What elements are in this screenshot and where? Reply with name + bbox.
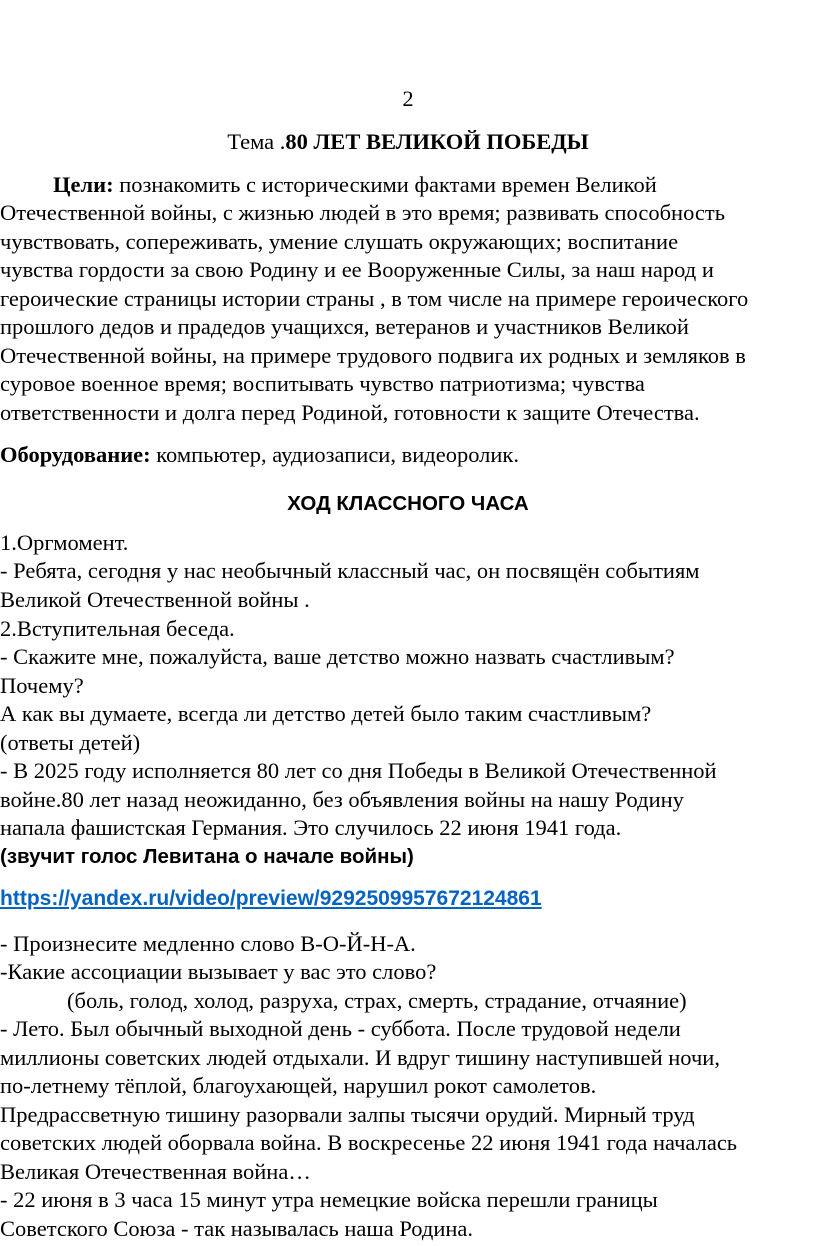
body-line: Почему?: [0, 673, 84, 698]
title-prefix: Тема .: [227, 129, 286, 154]
body-line: Великой Отечественной войны .: [0, 587, 310, 612]
goals-line: ответственности и долга перед Родиной, готовности к защите Отечества.: [0, 400, 700, 425]
goals-line: героические страницы истории страны , в том числе на примере героического: [0, 286, 749, 311]
goals-text: познакомить с историческими фактами времен Великой: [113, 172, 657, 197]
goals-line: прошлого дедов и прадедов учащихся, ветеранов и участников Великой: [0, 314, 689, 339]
video-link[interactable]: https://yandex.ru/video/preview/9292509957672124861: [0, 887, 542, 910]
section-heading: ХОД КЛАССНОГО ЧАСА: [287, 492, 529, 515]
body-line: Великая Отечественная война…: [0, 1159, 311, 1184]
body-line: напала фашистская Германия. Это случилось 22 июня 1941 года.: [0, 815, 622, 840]
body-line: -Какие ассоциации вызывает у вас это слово?: [0, 959, 437, 984]
goals-line: чувствовать, сопереживать, умение слушать окружающих; воспитание: [0, 229, 679, 254]
body-line: - 22 июня в 3 часа 15 минут утра немецкие войска перешли границы: [0, 1187, 658, 1212]
body-line: (ответы детей): [0, 730, 141, 755]
body-line: по-летнему тёплой, благоухающей, нарушил рокот самолетов.: [0, 1073, 597, 1098]
goals-line: Отечественной войны, с жизнью людей в это время; развивать способность: [0, 200, 725, 225]
body-line: 1.Оргмомент.: [0, 530, 129, 555]
body-line: Предрассветную тишину разорвали залпы тысячи орудий. Мирный труд: [0, 1102, 695, 1127]
body-line: - Ребята, сегодня у нас необычный классный час, он посвящён событиям: [0, 558, 700, 583]
associations-line: (боль, голод, холод, разруха, страх, смерть, страдание, отчаяние): [67, 988, 687, 1013]
body-line: - Скажите мне, пожалуйста, ваше детство можно назвать счастливым?: [0, 644, 675, 669]
body-line: - Произнесите медленно слово В-О-Й-Н-А.: [0, 931, 416, 956]
goals-label: Цели:: [53, 172, 114, 197]
body-line: Советского Союза - так называлась наша Родина.: [0, 1216, 474, 1241]
goals-line: [0, 171, 816, 199]
body-line: - Лето. Был обычный выходной день - суббота. После трудовой недели: [0, 1016, 681, 1041]
page-number: 2: [402, 86, 414, 111]
body-line: А как вы думаете, всегда ли детство детей было таким счастливым?: [0, 701, 652, 726]
equipment-text: компьютер, аудиозаписи, видеоролик.: [150, 442, 519, 467]
goals-line: чувства гордости за свою Родину и ее Вооруженные Силы, за наш народ и: [0, 257, 714, 282]
body-line: войне.80 лет назад неожиданно, без объявления войны на нашу Родину: [0, 787, 684, 812]
equipment-line: [0, 441, 816, 469]
goals-line: суровое военное время; воспитывать чувство патриотизма; чувства: [0, 371, 645, 396]
body-line: советских людей оборвала война. В воскресенье 22 июня 1941 года началась: [0, 1130, 738, 1155]
body-line: - В 2025 году исполняется 80 лет со дня Победы в Великой Отечественной: [0, 758, 717, 783]
audio-note: (звучит голос Левитана о начале войны): [0, 845, 414, 868]
title-main: 80 ЛЕТ ВЕЛИКОЙ ПОБЕДЫ: [285, 129, 589, 154]
equipment-label: Оборудование:: [0, 442, 151, 467]
goals-line: Отечественной войны, на примере трудового подвига их родных и земляков в: [0, 343, 746, 368]
video-link-line: [0, 884, 816, 913]
body-line: 2.Вступительная беседа.: [0, 616, 235, 641]
body-line: миллионы советских людей отдыхали. И вдруг тишину наступившей ночи,: [0, 1045, 720, 1070]
page-title: [0, 128, 816, 156]
